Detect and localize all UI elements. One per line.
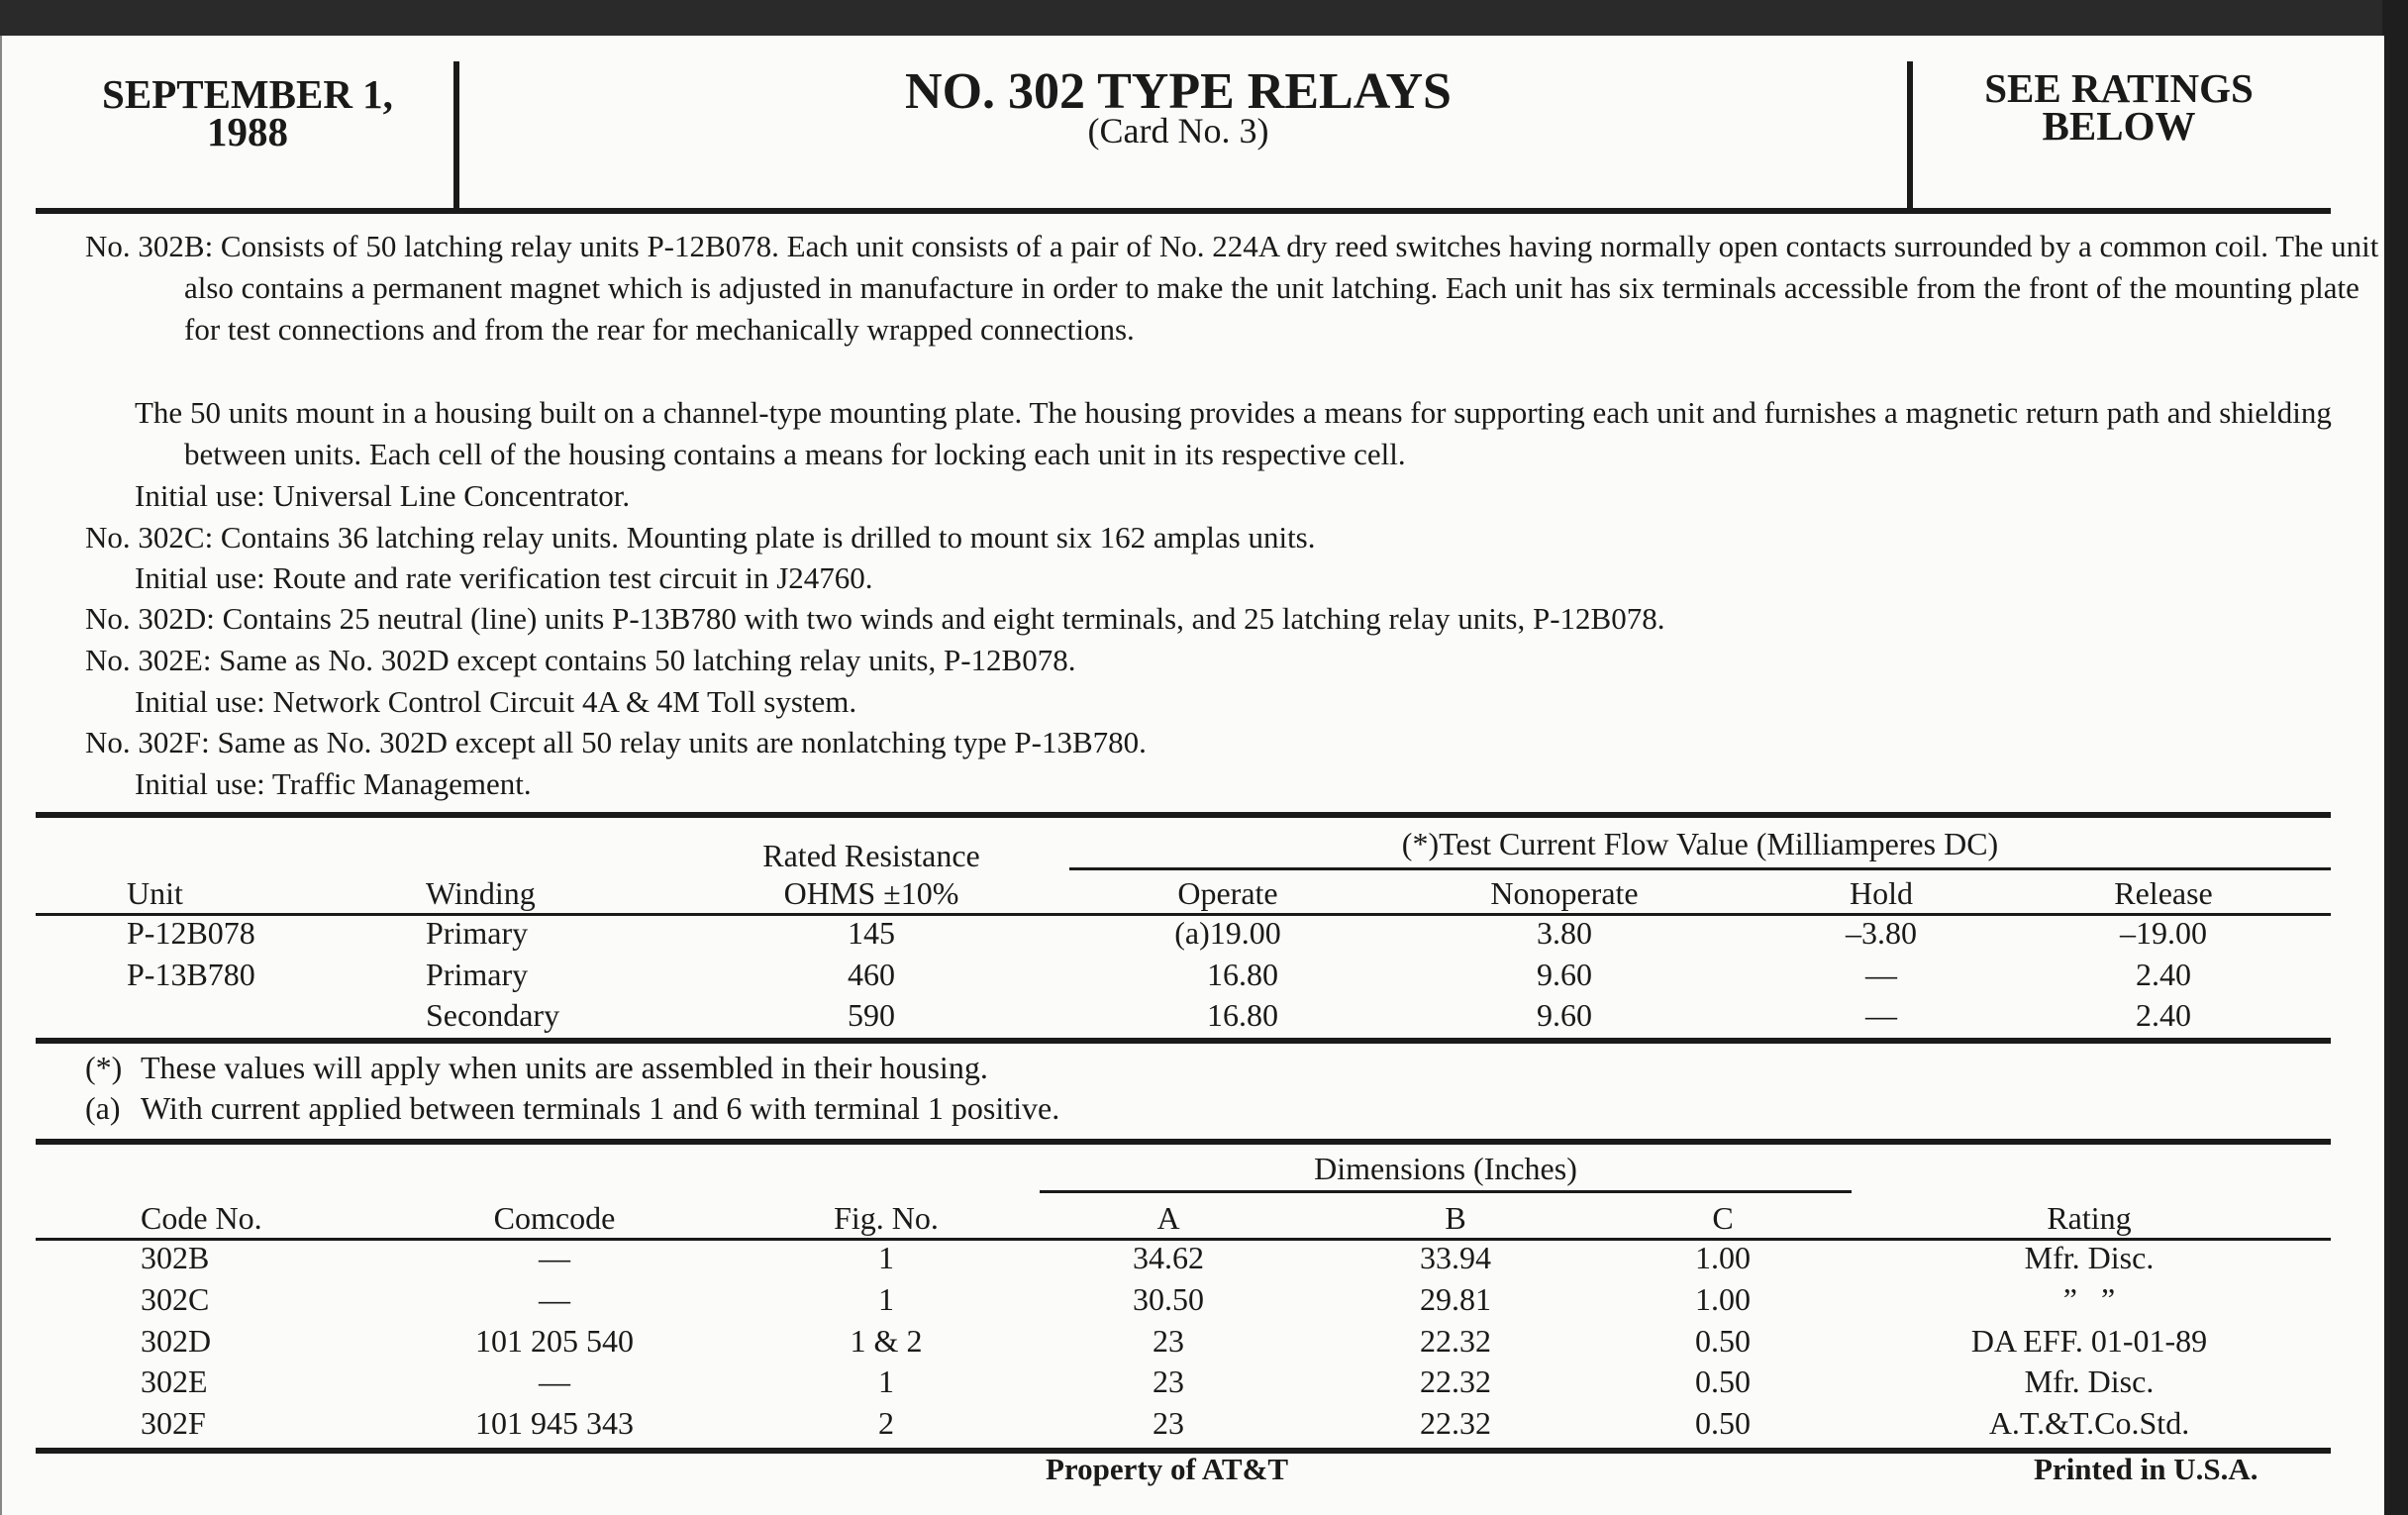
dim-row-1-a: 34.62 <box>1133 1240 1204 1275</box>
test-group-rule <box>1069 867 2331 870</box>
hold-header: Hold <box>1850 875 1913 911</box>
test-row-2-unit: P-13B780 <box>127 957 255 992</box>
dim-row-2-c: 1.00 <box>1695 1281 1751 1317</box>
test-row-1-resistance: 145 <box>848 915 895 951</box>
desc-302b-housing: The 50 units mount in a housing built on a channel-type mounting plate. The housing provides a means for supporting each unit and furnishes a magnetic return path and shielding between units. Each cell of the housing contains a means for locking each unit in its respective cell. <box>135 395 2332 471</box>
test-row-3-resistance: 590 <box>848 997 895 1033</box>
dim-row-3-b: 22.32 <box>1420 1323 1491 1359</box>
test-row-2-resistance: 460 <box>848 957 895 992</box>
note-asterisk-mark: (*) <box>85 1050 123 1085</box>
note-asterisk <box>85 1048 988 1087</box>
note-asterisk-text: These values will apply when units are assembled in their housing. <box>141 1050 988 1085</box>
dim-row-1-rating: Mfr. Disc. <box>2024 1240 2155 1275</box>
card-title: NO. 302 TYPE RELAYS <box>905 63 1452 120</box>
dim-row-5-comcode: 101 945 343 <box>475 1405 634 1441</box>
dim-row-1-code: 302B <box>141 1240 210 1275</box>
dim-row-4-rating: Mfr. Disc. <box>2024 1364 2155 1399</box>
dim-row-2-code: 302C <box>141 1281 210 1317</box>
desc-302c: No. 302C: Contains 36 latching relay units. Mounting plate is drilled to mount six 162 amplas units. <box>85 520 1316 555</box>
dim-row-1-b: 33.94 <box>1420 1240 1491 1275</box>
dim-group-rule <box>1040 1190 1852 1193</box>
desc-302c-initial-use: Initial use: Route and rate verification test circuit in J24760. <box>135 560 873 595</box>
dim-row-5-b: 22.32 <box>1420 1405 1491 1441</box>
comcode-header: Comcode <box>493 1200 616 1236</box>
resistance-header-line2: OHMS ±10% <box>783 875 959 911</box>
scan-right-edge <box>2382 0 2408 1515</box>
scan-top-edge <box>0 0 2408 36</box>
dim-row-4-fig: 1 <box>878 1364 894 1399</box>
property-notice: Property of AT&T <box>1046 1452 1289 1486</box>
test-row-3-release: 2.40 <box>2136 997 2191 1033</box>
desc-302b-initial-use: Initial use: Universal Line Concentrator. <box>135 478 631 513</box>
desc-302f: No. 302F: Same as No. 302D except all 50 relay units are nonlatching type P-13B780. <box>85 725 1147 759</box>
dim-row-1-c: 1.00 <box>1695 1240 1751 1275</box>
dim-row-2-comcode: — <box>539 1281 570 1317</box>
code-header: Code No. <box>141 1200 262 1236</box>
test-row-3-nonoperate: 9.60 <box>1537 997 1592 1033</box>
dim-row-5-code: 302F <box>141 1405 206 1441</box>
test-row-1-release: –19.00 <box>2120 915 2207 951</box>
dim-row-3-code: 302D <box>141 1323 212 1359</box>
test-group-header: (*)Test Current Flow Value (Milliamperes DC) <box>1401 826 1999 861</box>
dim-row-4-comcode: — <box>539 1364 570 1399</box>
dim-row-4-a: 23 <box>1153 1364 1184 1399</box>
desc-302b: No. 302B: Consists of 50 latching relay units P-12B078. Each unit consists of a pair of No. 224A dry reed switches having normally open contacts surrounded by a common coil. The unit also contains a permanent magnet which is adjusted in manufacture in order to make the unit latching. Each unit has six terminals accessible from the front of the mounting plate for test connections and from the rear for mechanically wrapped connections. <box>85 229 2379 347</box>
test-row-3-operate: 16.80 <box>1207 997 1278 1033</box>
note-a-mark: (a) <box>85 1090 121 1126</box>
test-row-3-winding: Secondary <box>426 997 560 1033</box>
dim-row-4-b: 22.32 <box>1420 1364 1491 1399</box>
ratings-note-line2: BELOW <box>2042 103 2196 149</box>
winding-header: Winding <box>426 875 536 911</box>
desc-302d: No. 302D: Contains 25 neutral (line) units P-13B780 with two winds and eight terminals, and 25 latching relay units, P-12B078. <box>85 601 1665 636</box>
desc-302f-initial-use: Initial use: Traffic Management. <box>135 766 532 801</box>
card-date-line1: SEPTEMBER 1, <box>102 71 393 117</box>
test-row-2-hold: — <box>1865 957 1897 992</box>
desc-302e-initial-use: Initial use: Network Control Circuit 4A & 4M Toll system. <box>135 684 857 719</box>
test-row-1-unit: P-12B078 <box>127 915 255 951</box>
dim-row-5-a: 23 <box>1153 1405 1184 1441</box>
test-row-1-nonoperate: 3.80 <box>1537 915 1592 951</box>
dim-row-2-a: 30.50 <box>1133 1281 1204 1317</box>
rating-header: Rating <box>2047 1200 2132 1236</box>
fig-header: Fig. No. <box>834 1200 939 1236</box>
card-date <box>40 71 455 154</box>
dim-row-1-comcode: — <box>539 1240 570 1275</box>
dim-c-header: C <box>1712 1200 1734 1236</box>
note-a-text: With current applied between terminals 1 and 6 with terminal 1 positive. <box>141 1090 1060 1126</box>
dim-row-2-fig: 1 <box>878 1281 894 1317</box>
dim-table-top-rule <box>36 1139 2331 1145</box>
test-row-1-operate: (a)19.00 <box>1174 915 1281 951</box>
test-row-2-winding: Primary <box>426 957 529 992</box>
dim-row-1-fig: 1 <box>878 1240 894 1275</box>
dim-row-2-b: 29.81 <box>1420 1281 1491 1317</box>
test-row-2-operate: 16.80 <box>1207 957 1278 992</box>
ratings-note <box>1911 65 2327 149</box>
dim-row-5-rating: A.T.&T.Co.Std. <box>1988 1405 2190 1441</box>
dim-row-4-code: 302E <box>141 1364 208 1399</box>
dim-row-4-c: 0.50 <box>1695 1364 1751 1399</box>
test-row-2-nonoperate: 9.60 <box>1537 957 1592 992</box>
test-table-bottom-rule <box>36 1038 2331 1044</box>
dim-row-5-c: 0.50 <box>1695 1405 1751 1441</box>
dim-row-3-comcode: 101 205 540 <box>475 1323 634 1359</box>
ratings-note-line1: SEE RATINGS <box>1984 65 2254 111</box>
dim-group-header: Dimensions (Inches) <box>1314 1151 1577 1186</box>
test-row-3-hold: — <box>1865 997 1897 1033</box>
dim-row-3-c: 0.50 <box>1695 1323 1751 1359</box>
dim-row-3-fig: 1 & 2 <box>850 1323 923 1359</box>
operate-header: Operate <box>1177 875 1278 911</box>
test-row-2-release: 2.40 <box>2136 957 2191 992</box>
dim-b-header: B <box>1445 1200 1466 1236</box>
card-subtitle: (Card No. 3) <box>1087 111 1269 151</box>
dim-row-2-rating: ” ” <box>2062 1281 2116 1317</box>
header-rule <box>36 208 2331 214</box>
unit-header: Unit <box>127 875 183 911</box>
test-table-top-rule <box>36 812 2331 818</box>
desc-302e: No. 302E: Same as No. 302D except contains 50 latching relay units, P-12B078. <box>85 643 1076 677</box>
nonoperate-header: Nonoperate <box>1490 875 1639 911</box>
card-date-line2: 1988 <box>207 109 288 154</box>
test-row-1-hold: –3.80 <box>1846 915 1917 951</box>
dim-a-header: A <box>1156 1200 1180 1236</box>
dim-row-3-rating: DA EFF. 01-01-89 <box>1970 1323 2208 1359</box>
resistance-header-line1: Rated Resistance <box>762 838 980 873</box>
printed-notice: Printed in U.S.A. <box>2034 1452 2258 1486</box>
dim-row-5-fig: 2 <box>878 1405 894 1441</box>
note-a <box>85 1088 1059 1128</box>
dim-row-3-a: 23 <box>1153 1323 1184 1359</box>
release-header: Release <box>2114 875 2213 911</box>
test-row-1-winding: Primary <box>426 915 529 951</box>
